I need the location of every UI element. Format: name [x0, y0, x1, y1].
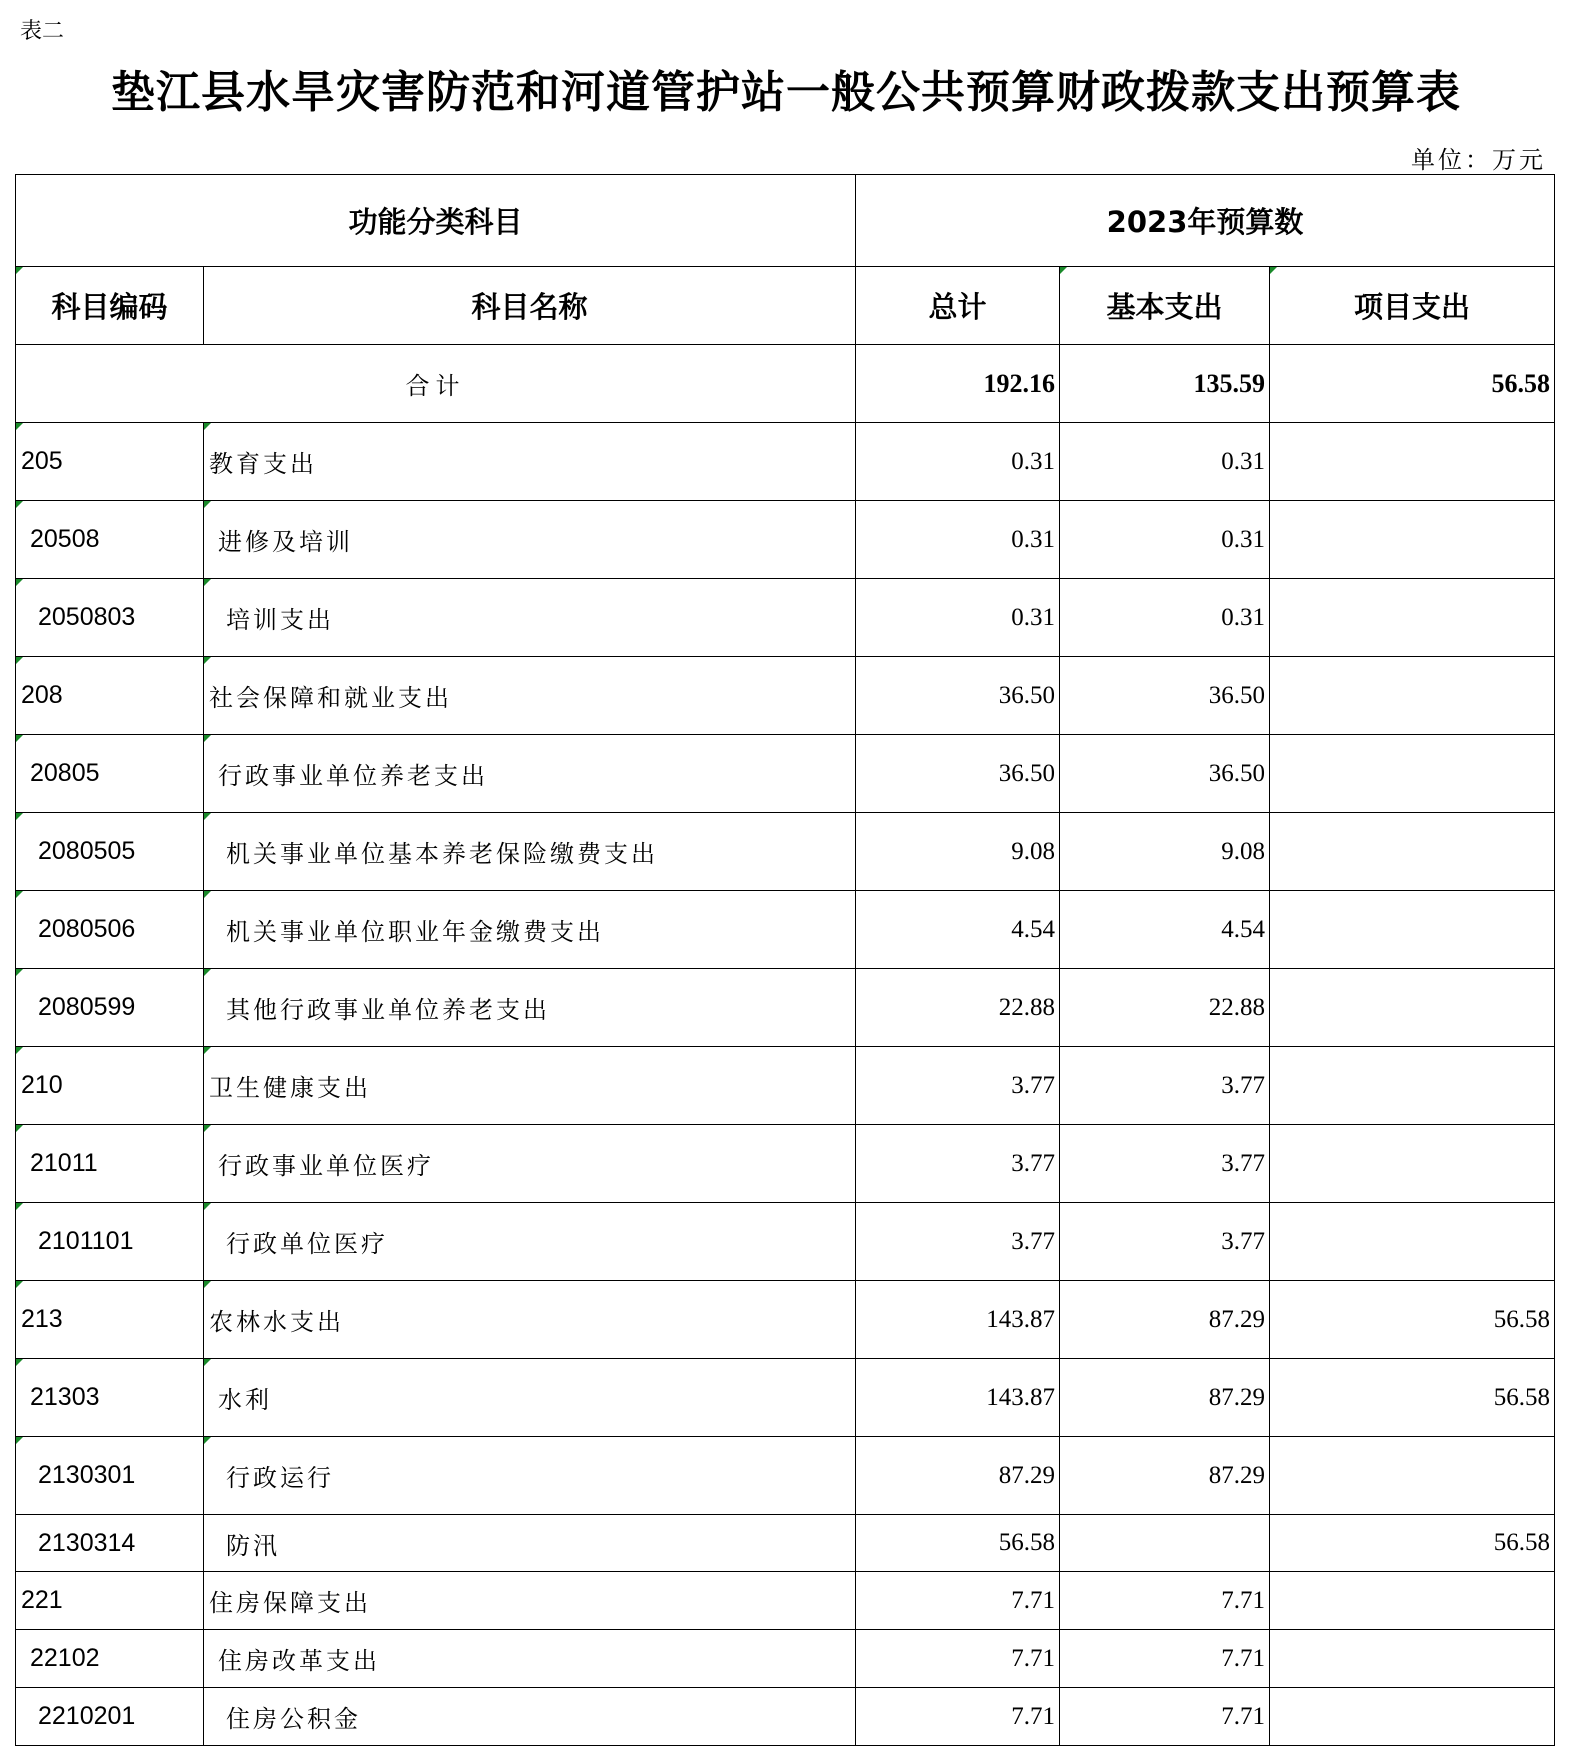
table-row — [16, 1572, 1555, 1630]
subject-code-cell: 213 — [16, 1281, 204, 1359]
table-row — [16, 969, 1555, 1047]
subject-code-cell: 2080506 — [16, 891, 204, 969]
basic-expenditure-cell: 7.71 — [1060, 1688, 1270, 1746]
total-cell: 3.77 — [856, 1203, 1060, 1281]
subject-name-cell: 卫生健康支出 — [204, 1047, 856, 1125]
subject-name-cell: 进修及培训 — [204, 501, 856, 579]
basic-expenditure-cell: 3.77 — [1060, 1203, 1270, 1281]
total-cell: 87.29 — [856, 1437, 1060, 1515]
table-row — [16, 579, 1555, 657]
total-cell: 36.50 — [856, 657, 1060, 735]
table-row — [16, 1047, 1555, 1125]
budget-table — [15, 174, 1555, 1746]
total-cell: 143.87 — [856, 1281, 1060, 1359]
project-expenditure-cell — [1270, 1047, 1555, 1125]
total-value-project: 56.58 — [1270, 345, 1555, 423]
total-cell: 0.31 — [856, 579, 1060, 657]
total-row — [16, 345, 1555, 423]
project-expenditure-cell — [1270, 735, 1555, 813]
project-expenditure-cell — [1270, 1630, 1555, 1688]
table-row — [16, 813, 1555, 891]
total-cell: 22.88 — [856, 969, 1060, 1047]
total-cell: 7.71 — [856, 1688, 1060, 1746]
project-expenditure-cell — [1270, 1125, 1555, 1203]
basic-expenditure-cell: 7.71 — [1060, 1630, 1270, 1688]
subject-code-cell: 20508 — [16, 501, 204, 579]
subject-name-cell: 水利 — [204, 1359, 856, 1437]
header-project-expenditure: 项目支出 — [1270, 267, 1555, 345]
subject-code-cell: 2080599 — [16, 969, 204, 1047]
header-functional-classification: 功能分类科目 — [16, 175, 856, 267]
subject-code-cell: 2080505 — [16, 813, 204, 891]
project-expenditure-cell: 56.58 — [1270, 1359, 1555, 1437]
basic-expenditure-cell: 0.31 — [1060, 579, 1270, 657]
basic-expenditure-cell: 87.29 — [1060, 1437, 1270, 1515]
subject-name-cell: 培训支出 — [204, 579, 856, 657]
header-subject-name: 科目名称 — [204, 267, 856, 345]
project-expenditure-cell — [1270, 969, 1555, 1047]
project-expenditure-cell — [1270, 423, 1555, 501]
project-expenditure-cell — [1270, 1572, 1555, 1630]
total-value-total: 192.16 — [856, 345, 1060, 423]
unit-label: 单位：万元 — [1411, 146, 1546, 174]
total-cell: 0.31 — [856, 501, 1060, 579]
table-row — [16, 657, 1555, 735]
subject-name-cell: 其他行政事业单位养老支出 — [204, 969, 856, 1047]
subject-name-cell: 住房改革支出 — [204, 1630, 856, 1688]
subject-code-cell: 2210201 — [16, 1688, 204, 1746]
table-row — [16, 423, 1555, 501]
basic-expenditure-cell — [1060, 1515, 1270, 1572]
header-group-row — [16, 175, 1555, 267]
subject-code-cell: 2101101 — [16, 1203, 204, 1281]
subject-code-cell: 22102 — [16, 1630, 204, 1688]
subject-name-cell: 行政事业单位医疗 — [204, 1125, 856, 1203]
subject-name-cell: 教育支出 — [204, 423, 856, 501]
subject-code-cell: 21303 — [16, 1359, 204, 1437]
basic-expenditure-cell: 9.08 — [1060, 813, 1270, 891]
basic-expenditure-cell: 22.88 — [1060, 969, 1270, 1047]
basic-expenditure-cell: 3.77 — [1060, 1047, 1270, 1125]
table-row — [16, 1437, 1555, 1515]
total-cell: 143.87 — [856, 1359, 1060, 1437]
total-value-basic: 135.59 — [1060, 345, 1270, 423]
project-expenditure-cell — [1270, 1688, 1555, 1746]
subject-name-cell: 农林水支出 — [204, 1281, 856, 1359]
basic-expenditure-cell: 87.29 — [1060, 1359, 1270, 1437]
project-expenditure-cell — [1270, 891, 1555, 969]
table-row — [16, 1630, 1555, 1688]
table-row — [16, 1125, 1555, 1203]
subject-code-cell: 2050803 — [16, 579, 204, 657]
subject-code-cell: 221 — [16, 1572, 204, 1630]
total-cell: 56.58 — [856, 1515, 1060, 1572]
total-cell: 36.50 — [856, 735, 1060, 813]
project-expenditure-cell — [1270, 657, 1555, 735]
subject-name-cell: 行政单位医疗 — [204, 1203, 856, 1281]
subject-name-cell: 社会保障和就业支出 — [204, 657, 856, 735]
project-expenditure-cell: 56.58 — [1270, 1515, 1555, 1572]
header-budget-2023: 2023年预算数 — [856, 175, 1555, 267]
project-expenditure-cell — [1270, 501, 1555, 579]
subject-code-cell: 205 — [16, 423, 204, 501]
header-subject-code: 科目编码 — [16, 267, 204, 345]
table-row — [16, 1203, 1555, 1281]
total-cell: 0.31 — [856, 423, 1060, 501]
total-cell: 3.77 — [856, 1047, 1060, 1125]
table-label: 表二 — [20, 19, 65, 44]
subject-name-cell: 住房公积金 — [204, 1688, 856, 1746]
project-expenditure-cell — [1270, 579, 1555, 657]
subject-name-cell: 行政运行 — [204, 1437, 856, 1515]
project-expenditure-cell — [1270, 1203, 1555, 1281]
subject-name-cell: 行政事业单位养老支出 — [204, 735, 856, 813]
subject-code-cell: 20805 — [16, 735, 204, 813]
header-basic-expenditure: 基本支出 — [1060, 267, 1270, 345]
basic-expenditure-cell: 36.50 — [1060, 735, 1270, 813]
table-row — [16, 891, 1555, 969]
basic-expenditure-cell: 0.31 — [1060, 423, 1270, 501]
header-total: 总计 — [856, 267, 1060, 345]
total-cell: 3.77 — [856, 1125, 1060, 1203]
table-row — [16, 1359, 1555, 1437]
table-row — [16, 735, 1555, 813]
basic-expenditure-cell: 3.77 — [1060, 1125, 1270, 1203]
subject-code-cell: 21011 — [16, 1125, 204, 1203]
table-row — [16, 1515, 1555, 1572]
total-cell: 4.54 — [856, 891, 1060, 969]
subject-code-cell: 2130314 — [16, 1515, 204, 1572]
table-row — [16, 501, 1555, 579]
total-label: 合计 — [16, 345, 856, 423]
subject-name-cell: 防汛 — [204, 1515, 856, 1572]
table-row — [16, 1688, 1555, 1746]
project-expenditure-cell — [1270, 1437, 1555, 1515]
subject-code-cell: 210 — [16, 1047, 204, 1125]
basic-expenditure-cell: 0.31 — [1060, 501, 1270, 579]
subject-code-cell: 2130301 — [16, 1437, 204, 1515]
subject-name-cell: 机关事业单位基本养老保险缴费支出 — [204, 813, 856, 891]
basic-expenditure-cell: 4.54 — [1060, 891, 1270, 969]
project-expenditure-cell: 56.58 — [1270, 1281, 1555, 1359]
page-title: 垫江县水旱灾害防范和河道管护站一般公共预算财政拨款支出预算表 — [111, 67, 1461, 118]
project-expenditure-cell — [1270, 813, 1555, 891]
subject-code-cell: 208 — [16, 657, 204, 735]
subject-name-cell: 住房保障支出 — [204, 1572, 856, 1630]
total-cell: 7.71 — [856, 1630, 1060, 1688]
total-cell: 9.08 — [856, 813, 1060, 891]
total-cell: 7.71 — [856, 1572, 1060, 1630]
basic-expenditure-cell: 7.71 — [1060, 1572, 1270, 1630]
header-columns-row — [16, 267, 1555, 345]
basic-expenditure-cell: 36.50 — [1060, 657, 1270, 735]
table-row — [16, 1281, 1555, 1359]
subject-name-cell: 机关事业单位职业年金缴费支出 — [204, 891, 856, 969]
basic-expenditure-cell: 87.29 — [1060, 1281, 1270, 1359]
